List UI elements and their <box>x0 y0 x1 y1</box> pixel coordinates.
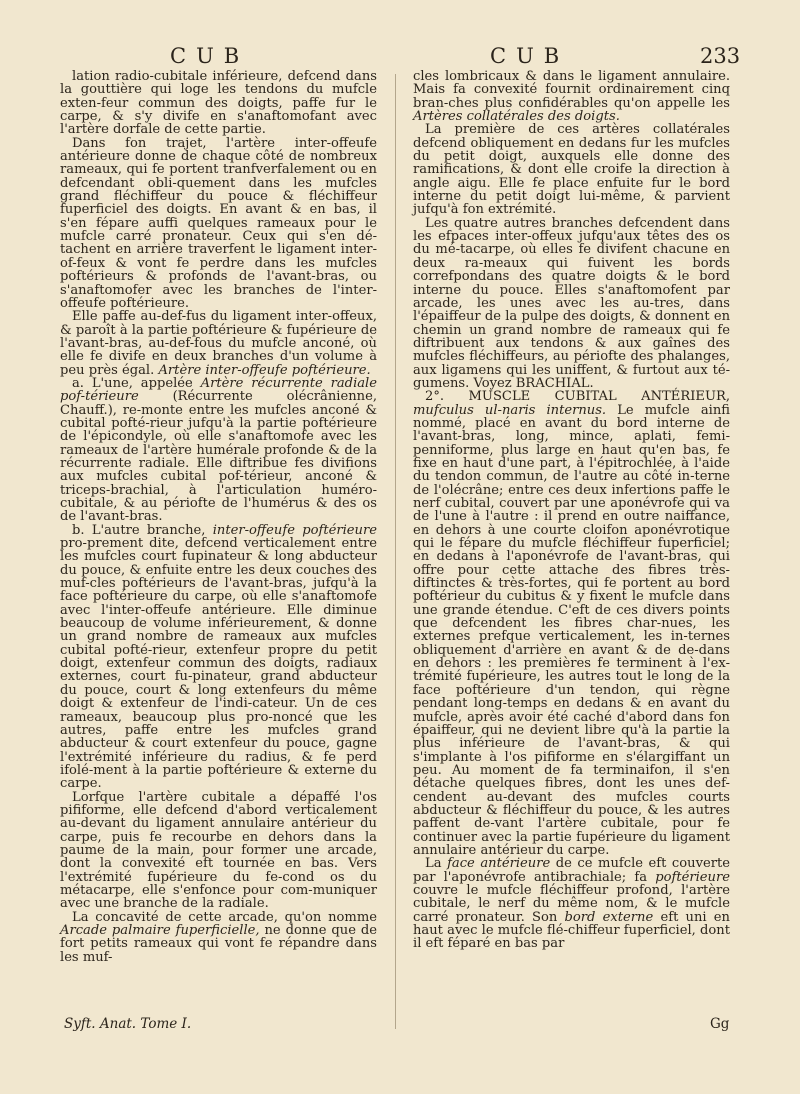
paragraph <box>60 310 377 377</box>
page-number: 233 <box>700 44 741 68</box>
paragraph <box>413 123 730 216</box>
left-column <box>60 70 377 964</box>
paragraph-text: (Récurrente olécrânienne, Chauff.), re-monte entre les mufcles anconé & cubital pofté-rieur jufqu'à la partie poftérieure de l'épicondyle, où elle s'anaftomofe avec les rameaux de l'artère humérale profonde & de la récurrente radiale. Elle diftribue fes divifions aux mufcles cubital pof-térieur, anconé & triceps-brachial, à l'articulation huméro-cubitale, & au périofte de l'humérus & des os de l'avant-bras. <box>60 389 377 525</box>
italic-term: face antérieure <box>447 856 551 872</box>
paragraph-text: couvre le mufcle fléchiffeur profond, l'artère cubitale, le nerf du même nom, & le mufcle carré pronateur. Son <box>413 882 730 925</box>
header-right-title: CUB <box>490 44 570 68</box>
paragraph-text: cles lombricaux & dans le ligament annulaire. Mais fa convexité fournit ordinairement cinq bran-ches plus confidérables qu'on appelle les <box>413 69 730 111</box>
paragraph-text: eft uni en haut avec le mufcle flé-chiffeur fuperficiel, dont il eft féparé en bas par <box>413 909 730 952</box>
paragraph-text: L'une, appelée <box>91 375 193 391</box>
signature-right: Gg <box>710 1016 730 1032</box>
paragraph-text: La concavité de cette arcade, qu'on nomme <box>72 909 377 925</box>
paragraph-text: Dans fon trajet, l'artère inter-offeufe antérieure donne de chaque côté de nombreux rameaux, qui fe portent tranfverfalement ou en defcendant obli-quement dans les mufcles grand fléchiffeur du pouce & fléchiffeur fuperficiel des doigts. En avant & en bas, il s'en fépare auffi quelques rameaux pour le mufcle carré pronateur. Ceux qui s'en dé-tachent en arrière traverfent le ligament inter-of-feux & vont fe perdre dans les mufcles poftérieurs & profonds de l'avant-bras, ou s'anaftomofer avec les branches de l'inter-offeufe poftérieure. <box>60 135 377 311</box>
right-column <box>413 70 730 951</box>
header-left-title: CUB <box>170 44 250 68</box>
column-divider <box>395 74 396 1029</box>
signature-left: Syft. Anat. Tome I. <box>64 1016 192 1032</box>
paragraph-text: lation radio-cubitale inférieure, defcend dans la gouttière qui loge les tendons du mufcle exten-feur commun des doigts, paffe fur le carpe, & s'y divife en s'anaftomofant avec l'artère dorfale de cette partie. <box>60 69 377 138</box>
signature-line <box>0 1016 800 1036</box>
paragraph <box>413 70 730 123</box>
italic-term: mufculus ul-naris internus. <box>413 402 607 418</box>
italic-term: Artère inter-offeufe poftérieure. <box>158 362 371 378</box>
paragraph <box>60 377 377 524</box>
italic-term: inter-offeufe poftérieure <box>212 522 377 538</box>
italic-term: Arcade palmaire fuperficielle, <box>60 923 260 938</box>
paragraph-text: ne donne que de fort petits rameaux qui vont fe répandre dans les muf- <box>60 923 377 965</box>
italic-term: poftérieure <box>655 869 730 885</box>
paragraph-text: Le mufcle ainfi nommé, placé en avant du bord interne de l'avant-bras, long, mince, aplati, femi-penniforme, plus large en haut qu'en bas, fe fixe en haut d'une part, à l'épitrochlée, à l'aide du tendon commun, de l'autre au côté in-terne de l'olécrâne; entre ces deux infertions paffe le nerf cubital, couvert par une aponévrofe qui va de l'une à l'autre : il prend en outre naiffance, en dehors à une courte cloifon aponévrotique qui le fépare du mufcle fléchiffeur fuperficiel; en dedans à l'aponévrofe de l'avant-bras, qui offre pour cette attache des fibres très-diftinctes & très-fortes, qui fe portent au bord poftérieur du cubitus & y fixent le mufcle dans une grande étendue. C'eft de ces divers points que defcendent les fibres char-nues, les externes prefque verticalement, les in-ternes obliquement d'arrière en avant & de de-dans en dehors : les premières fe terminent à l'ex-trémité fupérieure, les autres tout le long de la face poftérieure d'un tendon, qui règne pendant long-temps en dedans & en avant du mufcle, après avoir été caché d'abord dans fon épaiffeur, qui ne devient libre qu'à la partie la plus inférieure de l'avant-bras, & qui s'implante à l'os pififorme en s'élargiffant un peu. Au moment de fa terminaifon, il s'en détache quelques fibres, dont les unes def-cendent au-devant des mufcles courts abducteur & fléchiffeur du pouce, & les autres paffent de-vant l'artère cubitale, pour fe continuer avec la partie fupérieure du ligament annulaire antérieur du carpe. <box>413 402 730 858</box>
paragraph-text: 2°. <box>425 389 445 405</box>
paragraph <box>60 524 377 791</box>
paragraph-text: a. <box>72 375 84 391</box>
paragraph <box>60 137 377 310</box>
paragraph-text: Elle paffe au-def-fus du ligament inter-offeux, & paroît à la partie poftérieure & fupérieure de l'avant-bras, au-def-fous du mufcle anconé, où elle fe divife en deux branches d'un volume à peu près égal. <box>60 309 377 378</box>
paragraph-text: La première de ces artères collatérales defcend obliquement en dedans fur les mufcles du petit doigt, auxquels elle donne des ramifications, & dont elle croife la direction à angle aigu. Elle fe place enfuite fur le bord interne du petit doigt lui-même, & parvient jufqu'à fon extrémité. <box>413 122 730 218</box>
paragraph <box>60 911 377 964</box>
paragraph-text: MUSCLE CUBITAL ANTÉRIEUR, <box>468 389 730 405</box>
paragraph <box>60 791 377 911</box>
italic-term: Artères collatérales des doigts. <box>413 109 620 125</box>
paragraph-text: pro-prement dite, defcend verticalement entre les mufcles court fupinateur & long abducteur du pouce, & enfuite entre les deux couches des muf-cles poftérieurs de l'avant-bras, jufqu'à la face poftérieure du carpe, où elle s'anaftomofe avec l'inter-offeufe antérieure. Elle diminue beaucoup de volume inférieurement, & donne un grand nombre de rameaux aux mufcles cubital pofté-rieur, extenfeur propre du petit doigt, extenfeur commun des doigts, radiaux externes, court fu-pinateur, grand abducteur du pouce, court & long extenfeurs du même doigt & extenfeur de l'indi-cateur. Un de ces rameaux, beaucoup plus pro-noncé que les autres, paffe entre les mufcles grand abducteur & court extenfeur du pouce, gagne l'extrémité inférieure du radius, & fe perd ifolé-ment à la partie poftérieure & externe du carpe. <box>60 536 377 792</box>
paragraph-text: L'autre branche, <box>91 522 206 538</box>
paragraph <box>413 390 730 857</box>
paragraph-text: Les quatre autres branches defcendent dans les efpaces inter-offeux jufqu'aux têtes des os du mé-tacarpe, où elles fe divifent chacune en deux ra-meaux qui fuivent les bords correfpondans des quatre doigts & le bord interne du pouce. Elles s'anaftomofent par arcade, les unes avec les au-tres, dans l'épaiffeur de la pulpe des doigts, & donnent en chemin un grand nombre de rameaux qui fe diftribuent aux tendons & aux gaînes des mufcles fléchiffeurs, au périofte des phalanges, aux ligamens qui les uniffent, & furtout aux té-gumens. Voyez BRACHIAL. <box>413 215 730 391</box>
paragraph-text: de ce mufcle eft couverte par l'aponévrofe antibrachiale; fa <box>413 856 730 885</box>
italic-term: bord externe <box>564 909 654 925</box>
paragraph-text: La <box>425 856 442 872</box>
paragraph <box>60 70 377 137</box>
italic-term: Artère récurrente radiale pof-térieure <box>60 375 377 405</box>
paragraph <box>413 857 730 950</box>
paragraph <box>413 217 730 390</box>
paragraph-text: Lorfque l'artère cubitale a dépaffé l'os pififorme, elle defcend d'abord verticalement au-devant du ligament annulaire antérieur du carpe, puis fe recourbe en dehors dans la paume de la main, pour former une arcade, dont la convexité eft tournée en bas. Vers l'extrémité fupérieure du fe-cond os du métacarpe, elle s'enfonce pour com-muniquer avec une branche de la radiale. <box>60 789 377 912</box>
paragraph-text: b. <box>72 522 85 538</box>
